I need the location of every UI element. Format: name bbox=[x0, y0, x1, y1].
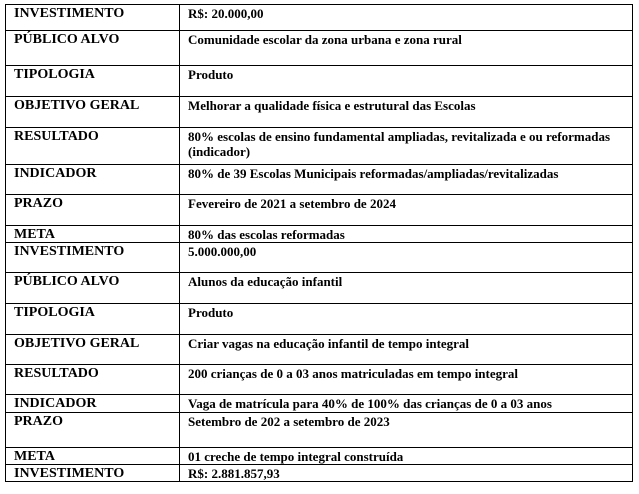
table-row bbox=[6, 465, 633, 482]
row-label: PRAZO bbox=[6, 413, 180, 448]
row-value: Produto bbox=[180, 66, 633, 97]
row-label: INVESTIMENTO bbox=[6, 5, 180, 31]
row-value: 5.000.000,00 bbox=[180, 243, 633, 273]
row-label: RESULTADO bbox=[6, 128, 180, 165]
row-label: INVESTIMENTO bbox=[6, 465, 180, 482]
table-row bbox=[6, 395, 633, 413]
row-value: Melhorar a qualidade física e estrutural das Escolas bbox=[180, 97, 633, 128]
row-label: META bbox=[6, 448, 180, 465]
table-row bbox=[6, 365, 633, 395]
row-value: 80% das escolas reformadas bbox=[180, 226, 633, 243]
row-value: R$: 2.881.857,93 bbox=[180, 465, 633, 482]
table-row bbox=[6, 273, 633, 304]
table-row bbox=[6, 5, 633, 31]
row-value: Produto bbox=[180, 304, 633, 335]
row-value: Criar vagas na educação infantil de tempo integral bbox=[180, 335, 633, 365]
row-label: INVESTIMENTO bbox=[6, 243, 180, 273]
table-row bbox=[6, 413, 633, 448]
table-row bbox=[6, 448, 633, 465]
table-row bbox=[6, 243, 633, 273]
row-value: Setembro de 202 a setembro de 2023 bbox=[180, 413, 633, 448]
row-value: 200 crianças de 0 a 03 anos matriculadas em tempo integral bbox=[180, 365, 633, 395]
table-row bbox=[6, 304, 633, 335]
row-label: OBJETIVO GERAL bbox=[6, 335, 180, 365]
row-label: RESULTADO bbox=[6, 365, 180, 395]
row-label: TIPOLOGIA bbox=[6, 66, 180, 97]
table-row bbox=[6, 226, 633, 243]
row-label: PRAZO bbox=[6, 195, 180, 226]
row-label: META bbox=[6, 226, 180, 243]
table-row bbox=[6, 335, 633, 365]
table-row bbox=[6, 66, 633, 97]
row-value: Fevereiro de 2021 a setembro de 2024 bbox=[180, 195, 633, 226]
row-label: INDICADOR bbox=[6, 395, 180, 413]
table-row bbox=[6, 195, 633, 226]
table-row bbox=[6, 128, 633, 165]
row-label: TIPOLOGIA bbox=[6, 304, 180, 335]
row-value: 80% escolas de ensino fundamental ampliadas, revitalizada e ou reformadas (indicador) bbox=[180, 128, 633, 165]
row-label: PÚBLICO ALVO bbox=[6, 31, 180, 66]
row-label: OBJETIVO GERAL bbox=[6, 97, 180, 128]
row-value: Alunos da educação infantil bbox=[180, 273, 633, 304]
row-value: Comunidade escolar da zona urbana e zona rural bbox=[180, 31, 633, 66]
row-value: 80% de 39 Escolas Municipais reformadas/ampliadas/revitalizadas bbox=[180, 165, 633, 195]
project-table bbox=[5, 4, 633, 482]
table-row bbox=[6, 165, 633, 195]
table-row bbox=[6, 97, 633, 128]
row-label: INDICADOR bbox=[6, 165, 180, 195]
row-label: PÚBLICO ALVO bbox=[6, 273, 180, 304]
table-row bbox=[6, 31, 633, 66]
row-value: R$: 20.000,00 bbox=[180, 5, 633, 31]
row-value: Vaga de matrícula para 40% de 100% das crianças de 0 a 03 anos bbox=[180, 395, 633, 413]
row-value: 01 creche de tempo integral construída bbox=[180, 448, 633, 465]
